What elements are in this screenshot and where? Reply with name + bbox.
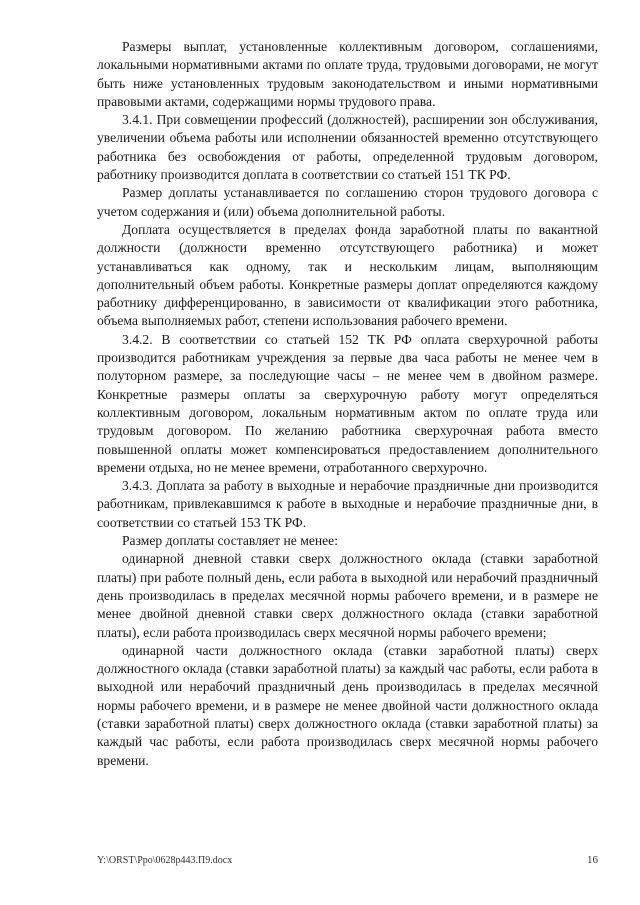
paragraph-3-4-3: 3.4.3. Доплата за работу в выходные и нерабочие праздничные дни производится работникам, привлекавшимся к работе в выходные и нерабочие праздничные дни, в соответствии со статьей 153 ТК РФ. bbox=[97, 478, 598, 530]
paragraph-3-4-1: 3.4.1. При совмещении профессий (должностей), расширении зон обслуживания, увеличении объема работы или исполнении обязанностей временно отсутствующего работника без освобождения от работы, определенной трудовым договором, работнику производится доплата в соответствии со статьей 151 ТК РФ. bbox=[97, 112, 598, 183]
paragraph-surcharge-size: Размер доплаты устанавливается по соглашению сторон трудового договора с учетом содержания и (или) объема дополнительной работы. bbox=[97, 185, 598, 219]
page-number: 16 bbox=[587, 854, 598, 866]
paragraph-daily-rate: одинарной дневной ставки сверх должностного оклада (ставки заработной платы) при работе полный день, если работа в выходной или нерабочий праздничный день производилась в пределах месячной нормы рабочего времени, и в размере не менее двойной дневной ставки сверх должностного оклада (ставки заработной платы), если работа производилась сверх месячной нормы рабочего времени; bbox=[97, 551, 598, 640]
paragraph-payment-sizes: Размеры выплат, установленные коллективным договором, соглашениями, локальными нормативными актами по оплате труда, трудовыми договорами, не могут быть ниже установленных трудовым законодательством и иными нормативными правовыми актами, содержащими нормы трудового права. bbox=[97, 39, 598, 109]
document-page bbox=[97, 38, 598, 770]
paragraph-3-4-2: 3.4.2. В соответствии со статьей 152 ТК РФ оплата сверхурочной работы производится работникам учреждения за первые два часа работы не менее чем в полуторном размере, за последующие часы – не менее чем в двойном размере. Конкретные размеры оплаты за сверхурочную работу могут определяться коллективным договором, локальным нормативным актом по оплате труда или трудовым договором. По желанию работника сверхурочная работа вместо повышенной оплаты может компенсироваться предоставлением дополнительного времени отдыха, но не менее времени, отработанного сверхурочно. bbox=[97, 331, 598, 475]
paragraph-surcharge-minimum: Размер доплаты составляет не менее: bbox=[122, 533, 338, 549]
paragraph-surcharge-fund: Доплата осуществляется в пределах фонда заработной платы по вакантной должности (должности временно отсутствующего работника) и может устанавливаться как одному, так и нескольким лицам, выполняющим дополнительный объем работы. Конкретные размеры доплат определяются каждому работнику дифференцированно, в зависимости от квалификации этого работника, объема выполняемых работ, степени использования рабочего времени. bbox=[97, 221, 598, 329]
footer-file-path: Y:\ORST\Ppo\0628p443.П9.docx bbox=[97, 855, 233, 866]
paragraph-hourly-rate: одинарной части должностного оклада (ставки заработной платы) сверх должностного оклада (ставки заработной платы) за каждый час работы, если работа в выходной или нерабочий праздничный день производилась в пределах месячной нормы рабочего времени, и в размере не менее двойной части должностного оклада (ставки заработной платы) сверх должностного оклада (ставки заработной платы) за каждый час работы, если работа производилась сверх месячной нормы рабочего времени. bbox=[97, 642, 598, 768]
